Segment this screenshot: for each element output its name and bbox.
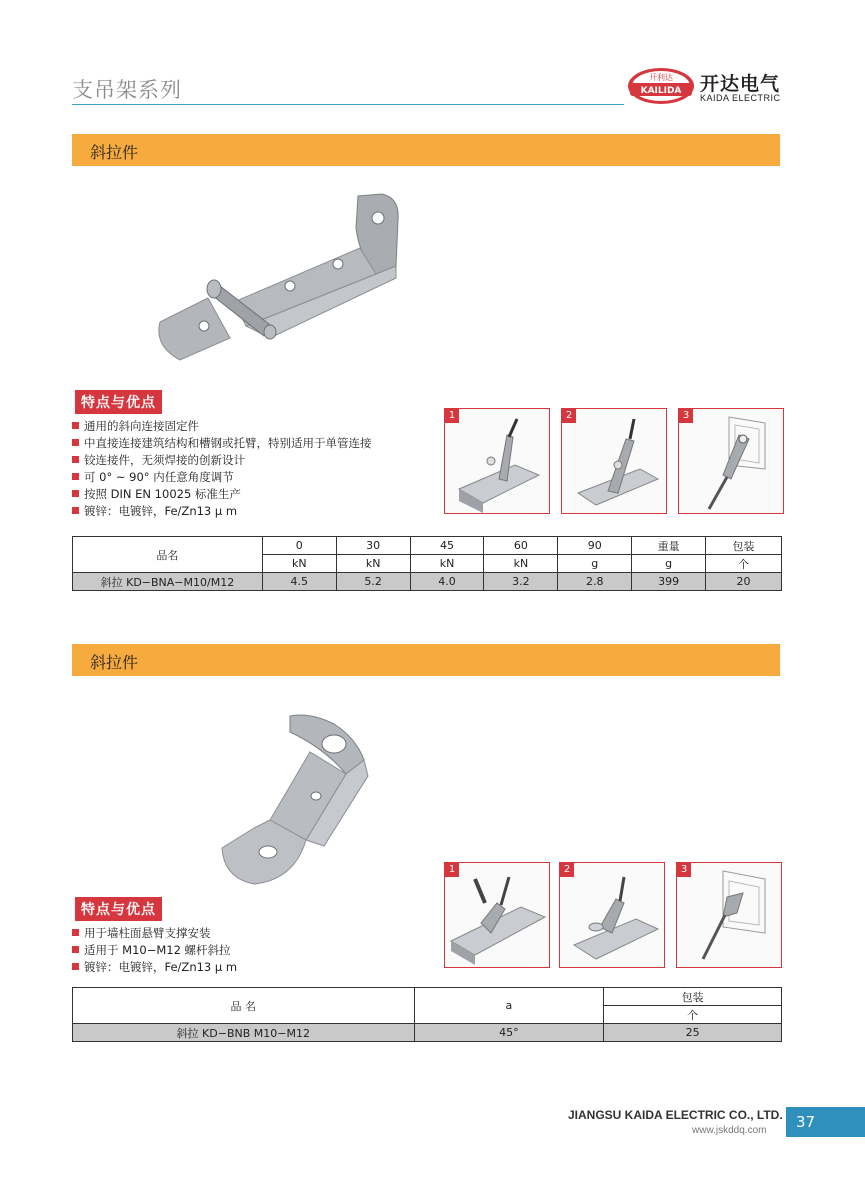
logo-badge-en: KAILIDA — [640, 86, 682, 96]
table-header-cell: 重量 — [632, 537, 706, 555]
install-photo-number: 2 — [562, 409, 576, 423]
install-photo-2 — [559, 862, 665, 968]
table-cell: 4.0 — [410, 573, 484, 591]
product-bnb-image — [214, 708, 384, 888]
feature-item: 用于墙柱面悬臂支撑安装 — [72, 925, 237, 942]
company-logo — [626, 66, 786, 110]
install-photo-number: 1 — [445, 863, 459, 877]
section1-title-bar — [72, 134, 780, 166]
header-divider — [72, 104, 624, 105]
install-photo-1 — [444, 862, 550, 968]
feature-item: 适用于 M10−M12 螺杆斜拉 — [72, 942, 237, 959]
table-header-cell: 包装 — [706, 537, 782, 555]
table-unit-cell: 个 — [604, 1006, 782, 1024]
table-cell: 2.8 — [558, 573, 632, 591]
footer-company-name: JIANGSU KAIDA ELECTRIC CO., LTD. — [568, 1108, 783, 1122]
feature-item: 镀锌：电镀锌，Fe/Zn13 μ m — [72, 503, 372, 520]
page-number: 37 — [796, 1113, 816, 1131]
logo-badge-cn: 开利达 — [649, 73, 673, 82]
section2-features-badge: 特点与优点 — [75, 897, 162, 921]
feature-item: 可 0° ~ 90° 内任意角度调节 — [72, 469, 372, 486]
section2-title: 斜拉件 — [90, 653, 139, 672]
table-cell-name: 斜拉 KD−BNB M10−M12 — [73, 1024, 415, 1042]
feature-item: 中直接连接建筑结构和槽钢或托臂，特别适用于单管连接 — [72, 435, 372, 452]
series-title: 支吊架系列 — [72, 78, 182, 102]
table-cell: 45° — [414, 1024, 604, 1042]
table-header-name: 品名 — [73, 537, 263, 573]
section1-feature-list — [72, 418, 372, 520]
install-photo-number: 3 — [677, 863, 691, 877]
page-number-tab — [786, 1107, 865, 1137]
install-photo-number: 3 — [679, 409, 693, 423]
table-header-cell: 0 — [262, 537, 336, 555]
section1-spec-table — [72, 536, 782, 591]
product-bna-image — [150, 188, 410, 368]
feature-item: 通用的斜向连接固定件 — [72, 418, 372, 435]
table-row — [73, 573, 782, 591]
table-unit-cell: 个 — [706, 555, 782, 573]
table-unit-cell: kN — [484, 555, 558, 573]
table-unit-cell: kN — [336, 555, 410, 573]
install-photo-3 — [678, 408, 784, 514]
feature-item: 按照 DIN EN 10025 标准生产 — [72, 486, 372, 503]
feature-item: 铰连接件，无须焊接的创新设计 — [72, 452, 372, 469]
logo-badge-icon — [626, 66, 696, 106]
table-header-cell: 45 — [410, 537, 484, 555]
table-header-cell: 60 — [484, 537, 558, 555]
table-cell: 3.2 — [484, 573, 558, 591]
table-header-cell: 30 — [336, 537, 410, 555]
table-unit-cell: kN — [262, 555, 336, 573]
table-header-cell: 90 — [558, 537, 632, 555]
section2-feature-list — [72, 925, 237, 976]
table-header-angle: a — [414, 988, 604, 1024]
table-unit-cell: g — [558, 555, 632, 573]
install-photo-number: 2 — [560, 863, 574, 877]
table-cell-name: 斜拉 KD−BNA−M10/M12 — [73, 573, 263, 591]
install-photo-3 — [676, 862, 782, 968]
install-photo-number: 1 — [445, 409, 459, 423]
brand-name-en: KAIDA ELECTRIC — [700, 93, 781, 103]
table-cell: 399 — [632, 573, 706, 591]
install-photo-1 — [444, 408, 550, 514]
footer-website: www.jskddq.com — [692, 1125, 767, 1136]
section1-title: 斜拉件 — [90, 143, 139, 162]
table-unit-cell: g — [632, 555, 706, 573]
table-cell: 4.5 — [262, 573, 336, 591]
brand-name-cn: 开达电气 — [700, 73, 781, 95]
install-photo-2 — [561, 408, 667, 514]
table-cell: 20 — [706, 573, 782, 591]
feature-item: 镀锌：电镀锌，Fe/Zn13 μ m — [72, 959, 237, 976]
table-header-pack: 包装 — [604, 988, 782, 1006]
section2-spec-table — [72, 987, 782, 1042]
table-header-name: 品 名 — [73, 988, 415, 1024]
table-cell: 5.2 — [336, 573, 410, 591]
table-unit-cell: kN — [410, 555, 484, 573]
table-row — [73, 1024, 782, 1042]
table-cell: 25 — [604, 1024, 782, 1042]
section1-features-badge: 特点与优点 — [75, 390, 162, 414]
section2-title-bar — [72, 644, 780, 676]
